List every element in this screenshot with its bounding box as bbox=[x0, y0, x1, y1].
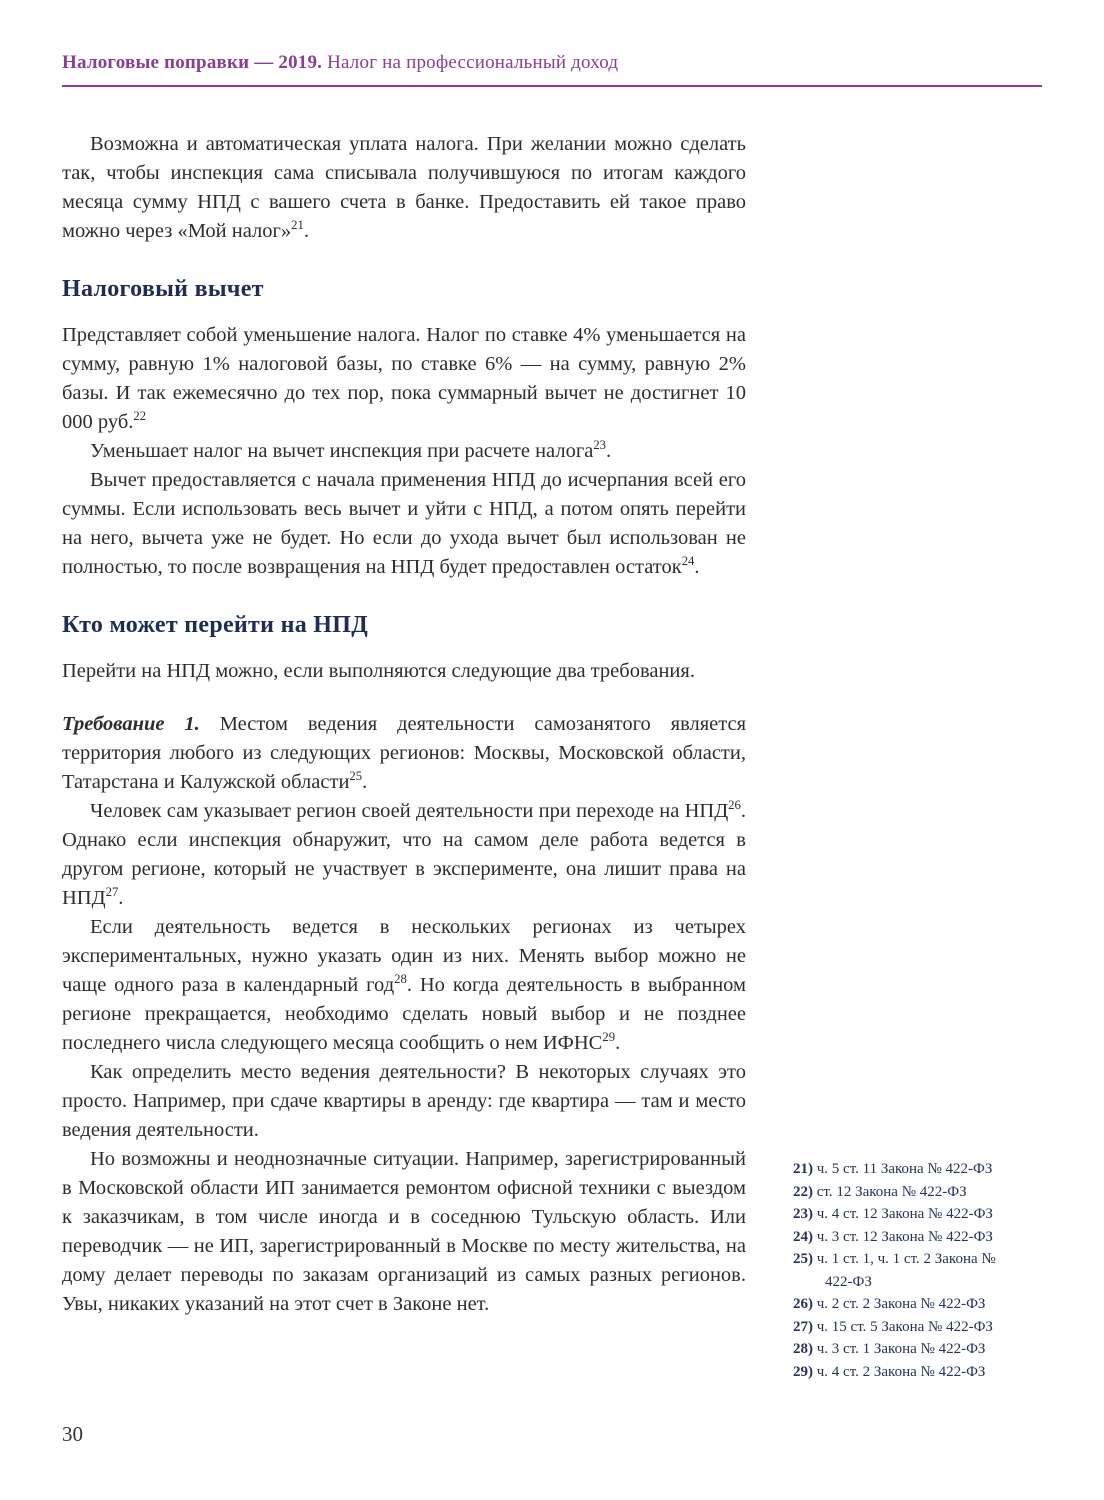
header-divider bbox=[62, 85, 1042, 87]
text-segment: Вычет предоставляется с начала применения НПД до исчерпания всей его суммы. Если использовать весь вычет и уйти с НПД, а потом опять перейти на него, вычета уже не будет. Но если до ухода вычет был использован не полностью, то после возвращения на НПД будет предоставлен остаток bbox=[62, 469, 746, 578]
paragraph-auto-payment bbox=[62, 130, 746, 246]
footnote-number: 29) bbox=[793, 1363, 813, 1380]
page-header bbox=[62, 52, 1042, 87]
footnote-item bbox=[793, 1158, 1021, 1181]
footnote-item bbox=[793, 1248, 1021, 1293]
footnote-number: 24) bbox=[793, 1228, 813, 1245]
footnote-text: ч. 1 ст. 1, ч. 1 ст. 2 Закона № 422-ФЗ bbox=[816, 1251, 996, 1290]
footnote-item bbox=[793, 1293, 1021, 1316]
text-segment: . bbox=[118, 887, 124, 909]
text-segment: . bbox=[303, 220, 309, 242]
footnote-ref-25: 25 bbox=[349, 769, 363, 784]
footnote-number: 28) bbox=[793, 1341, 813, 1357]
page-number: 30 bbox=[62, 1422, 83, 1446]
footnote-ref-23: 23 bbox=[593, 438, 607, 453]
footnote-number: 25) bbox=[793, 1251, 813, 1267]
footnote-item bbox=[793, 1361, 1021, 1384]
footnote-text: ч. 2 ст. 2 Закона № 422-ФЗ bbox=[816, 1296, 986, 1312]
footnote-item bbox=[793, 1226, 1021, 1249]
footnote-ref-28: 28 bbox=[394, 972, 407, 987]
footnote-item bbox=[793, 1181, 1021, 1204]
main-text-column bbox=[62, 130, 746, 1319]
paragraph-deduction-amount bbox=[62, 321, 746, 437]
footnote-text: ч. 4 ст. 12 Закона № 422-ФЗ bbox=[816, 1206, 993, 1222]
footnote-number: 22) bbox=[793, 1183, 813, 1200]
text-segment: Возможна и автоматическая уплата налога. При желании можно сделать так, чтобы инспекция сама списывала получившуюся по итогам каждого месяца сумму НПД с вашего счета в банке. Предоставить ей такое право можно через «Мой налог» bbox=[62, 133, 746, 242]
footnote-number: 27) bbox=[793, 1318, 813, 1335]
footnote-number: 26) bbox=[793, 1296, 813, 1312]
heading-who-can-switch: Кто может перейти на НПД bbox=[62, 612, 369, 638]
footnote-ref-22: 22 bbox=[133, 409, 147, 424]
paragraph-deduction-applied bbox=[62, 437, 746, 466]
footnote-item bbox=[793, 1338, 1021, 1361]
footnote-text: ч. 4 ст. 2 Закона № 422-ФЗ bbox=[816, 1363, 986, 1380]
text-segment: Человек сам указывает регион своей деятельности при переходе на НПД bbox=[90, 800, 729, 822]
paragraph-ambiguous-situations: Но возможны и неоднозначные ситуации. Например, зарегистрированный в Московской области ИП занимается ремонтом офисной техники с выездом к заказчикам, в том числе иногда и в соседнюю Тульскую область. Или переводчик — не ИП, зарегистрированный в Москве по месту жительства, на дому делает переводы по заказам организаций из самых разных регионов. Увы, никаких указаний на этот счет в Законе нет. bbox=[62, 1148, 746, 1315]
text-segment: Если деятельность ведется в нескольких регионах из четырех экспериментальных, нужно указать один из них. Менять выбор можно не чаще одного раза в календарный год bbox=[62, 916, 746, 996]
footnote-item bbox=[793, 1316, 1021, 1339]
text-segment: Местом ведения деятельности самозанятого является территория любого из следующих регионов: Москвы, Московской области, Татарстана и Калужской области bbox=[62, 713, 747, 793]
paragraph-region-choice bbox=[62, 797, 746, 913]
paragraph-multiple-regions bbox=[62, 913, 746, 1058]
footnote-text: ч. 15 ст. 5 Закона № 422-ФЗ bbox=[816, 1318, 993, 1335]
heading-tax-deduction: Налоговый вычет bbox=[62, 276, 264, 302]
paragraph-deduction-balance bbox=[62, 466, 746, 582]
requirement-1-label: Требование 1. bbox=[62, 713, 200, 735]
text-segment: Представляет собой уменьшение налога. Налог по ставке 4% уменьшается на сумму, равную 1% налоговой базы, по ставке 6% — на сумму, равную 2% базы. И так ежемесячно до тех пор, пока суммарный вычет не достигнет 10 000 руб. bbox=[62, 324, 746, 433]
footnote-ref-26: 26 bbox=[728, 798, 741, 813]
footnote-item bbox=[793, 1203, 1021, 1226]
text-segment: Уменьшает налог на вычет инспекция при расчете налога bbox=[90, 440, 594, 462]
running-head bbox=[62, 52, 1042, 74]
running-head-title: Налоговые поправки — 2019. bbox=[62, 52, 323, 73]
footnote-text: ч. 3 ст. 1 Закона № 422-ФЗ bbox=[816, 1341, 986, 1357]
footnote-number: 21) bbox=[793, 1161, 813, 1177]
footnote-number: 23) bbox=[793, 1206, 813, 1222]
footnote-ref-21: 21 bbox=[291, 218, 304, 233]
footnotes-sidebar bbox=[793, 1158, 1021, 1383]
paragraph-two-requirements: Перейти на НПД можно, если выполняются следующие два требования. bbox=[62, 660, 695, 682]
footnote-text: ст. 12 Закона № 422-ФЗ bbox=[816, 1183, 967, 1200]
running-head-subtitle: Налог на профессиональный доход bbox=[322, 52, 619, 73]
text-segment: . Но когда деятельность в выбранном регионе прекращается, необходимо сделать новый выбор и не позднее последнего числа следующего месяца сообщить о нем ИФНС bbox=[62, 974, 747, 1054]
paragraph-requirement-1 bbox=[62, 710, 746, 797]
paragraph-place-of-activity: Как определить место ведения деятельности? В некоторых случаях это просто. Например, при сдаче квартиры в аренду: где квартира — там и место ведения деятельности. bbox=[62, 1061, 746, 1141]
text-segment: . bbox=[606, 440, 612, 462]
footnote-ref-27: 27 bbox=[105, 885, 119, 900]
text-segment: . bbox=[362, 771, 368, 793]
footnote-text: ч. 5 ст. 11 Закона № 422-ФЗ bbox=[816, 1161, 993, 1177]
text-segment: . bbox=[694, 556, 700, 578]
footnote-text: ч. 3 ст. 12 Закона № 422-ФЗ bbox=[816, 1228, 993, 1245]
text-segment: . Однако если инспекция обнаружит, что на самом деле работа ведется в другом регионе, который не участвует в эксперименте, она лишит права на НПД bbox=[62, 800, 746, 909]
footnote-ref-29: 29 bbox=[602, 1030, 616, 1045]
text-segment: . bbox=[615, 1032, 621, 1054]
footnote-ref-24: 24 bbox=[681, 554, 695, 569]
